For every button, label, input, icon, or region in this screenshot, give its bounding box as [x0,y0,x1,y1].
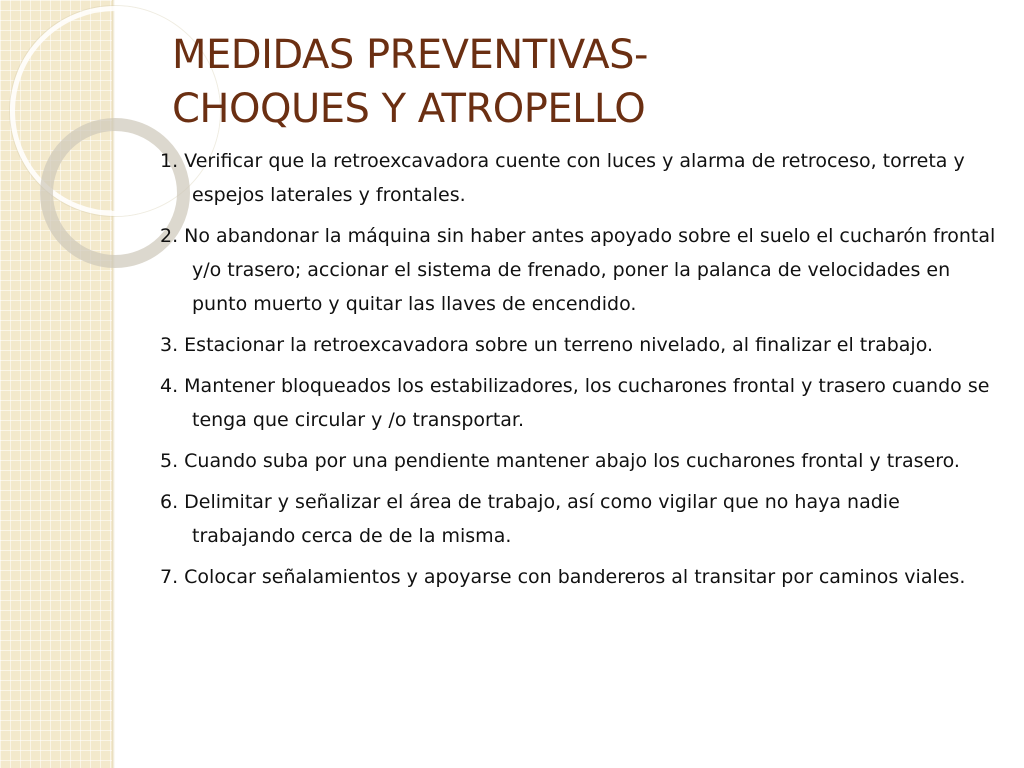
measures-list [160,144,1000,594]
list-item: 7. Colocar señalamientos y apoyarse con bandereros al transitar por caminos viales. [160,566,966,588]
list-item: 2. No abandonar la máquina sin haber antes apoyado sobre el suelo el cucharón frontal y/o trasero; accionar el sistema de frenado, poner la palanca de velocidades en punto muerto y quitar las llaves de encendido. [160,225,996,315]
list-item: 5. Cuando suba por una pendiente mantener abajo los cucharones frontal y trasero. [160,450,960,472]
slide-title-line: CHOQUES Y ATROPELLO [172,86,646,132]
slide-title-line: MEDIDAS PREVENTIVAS- [172,32,648,78]
list-item: 6. Delimitar y señalizar el área de trabajo, así como vigilar que no haya nadie trabajando cerca de de la misma. [160,491,900,547]
list-item: 4. Mantener bloqueados los estabilizadores, los cucharones frontal y trasero cuando se tenga que circular y /o transportar. [160,375,990,431]
list-item: 3. Estacionar la retroexcavadora sobre un terreno nivelado, al finalizar el trabajo. [160,334,934,356]
list-item: 1. Verificar que la retroexcavadora cuente con luces y alarma de retroceso, torreta y espejos laterales y frontales. [160,150,965,206]
slide-content [160,28,1000,601]
slide-title [172,28,1000,136]
